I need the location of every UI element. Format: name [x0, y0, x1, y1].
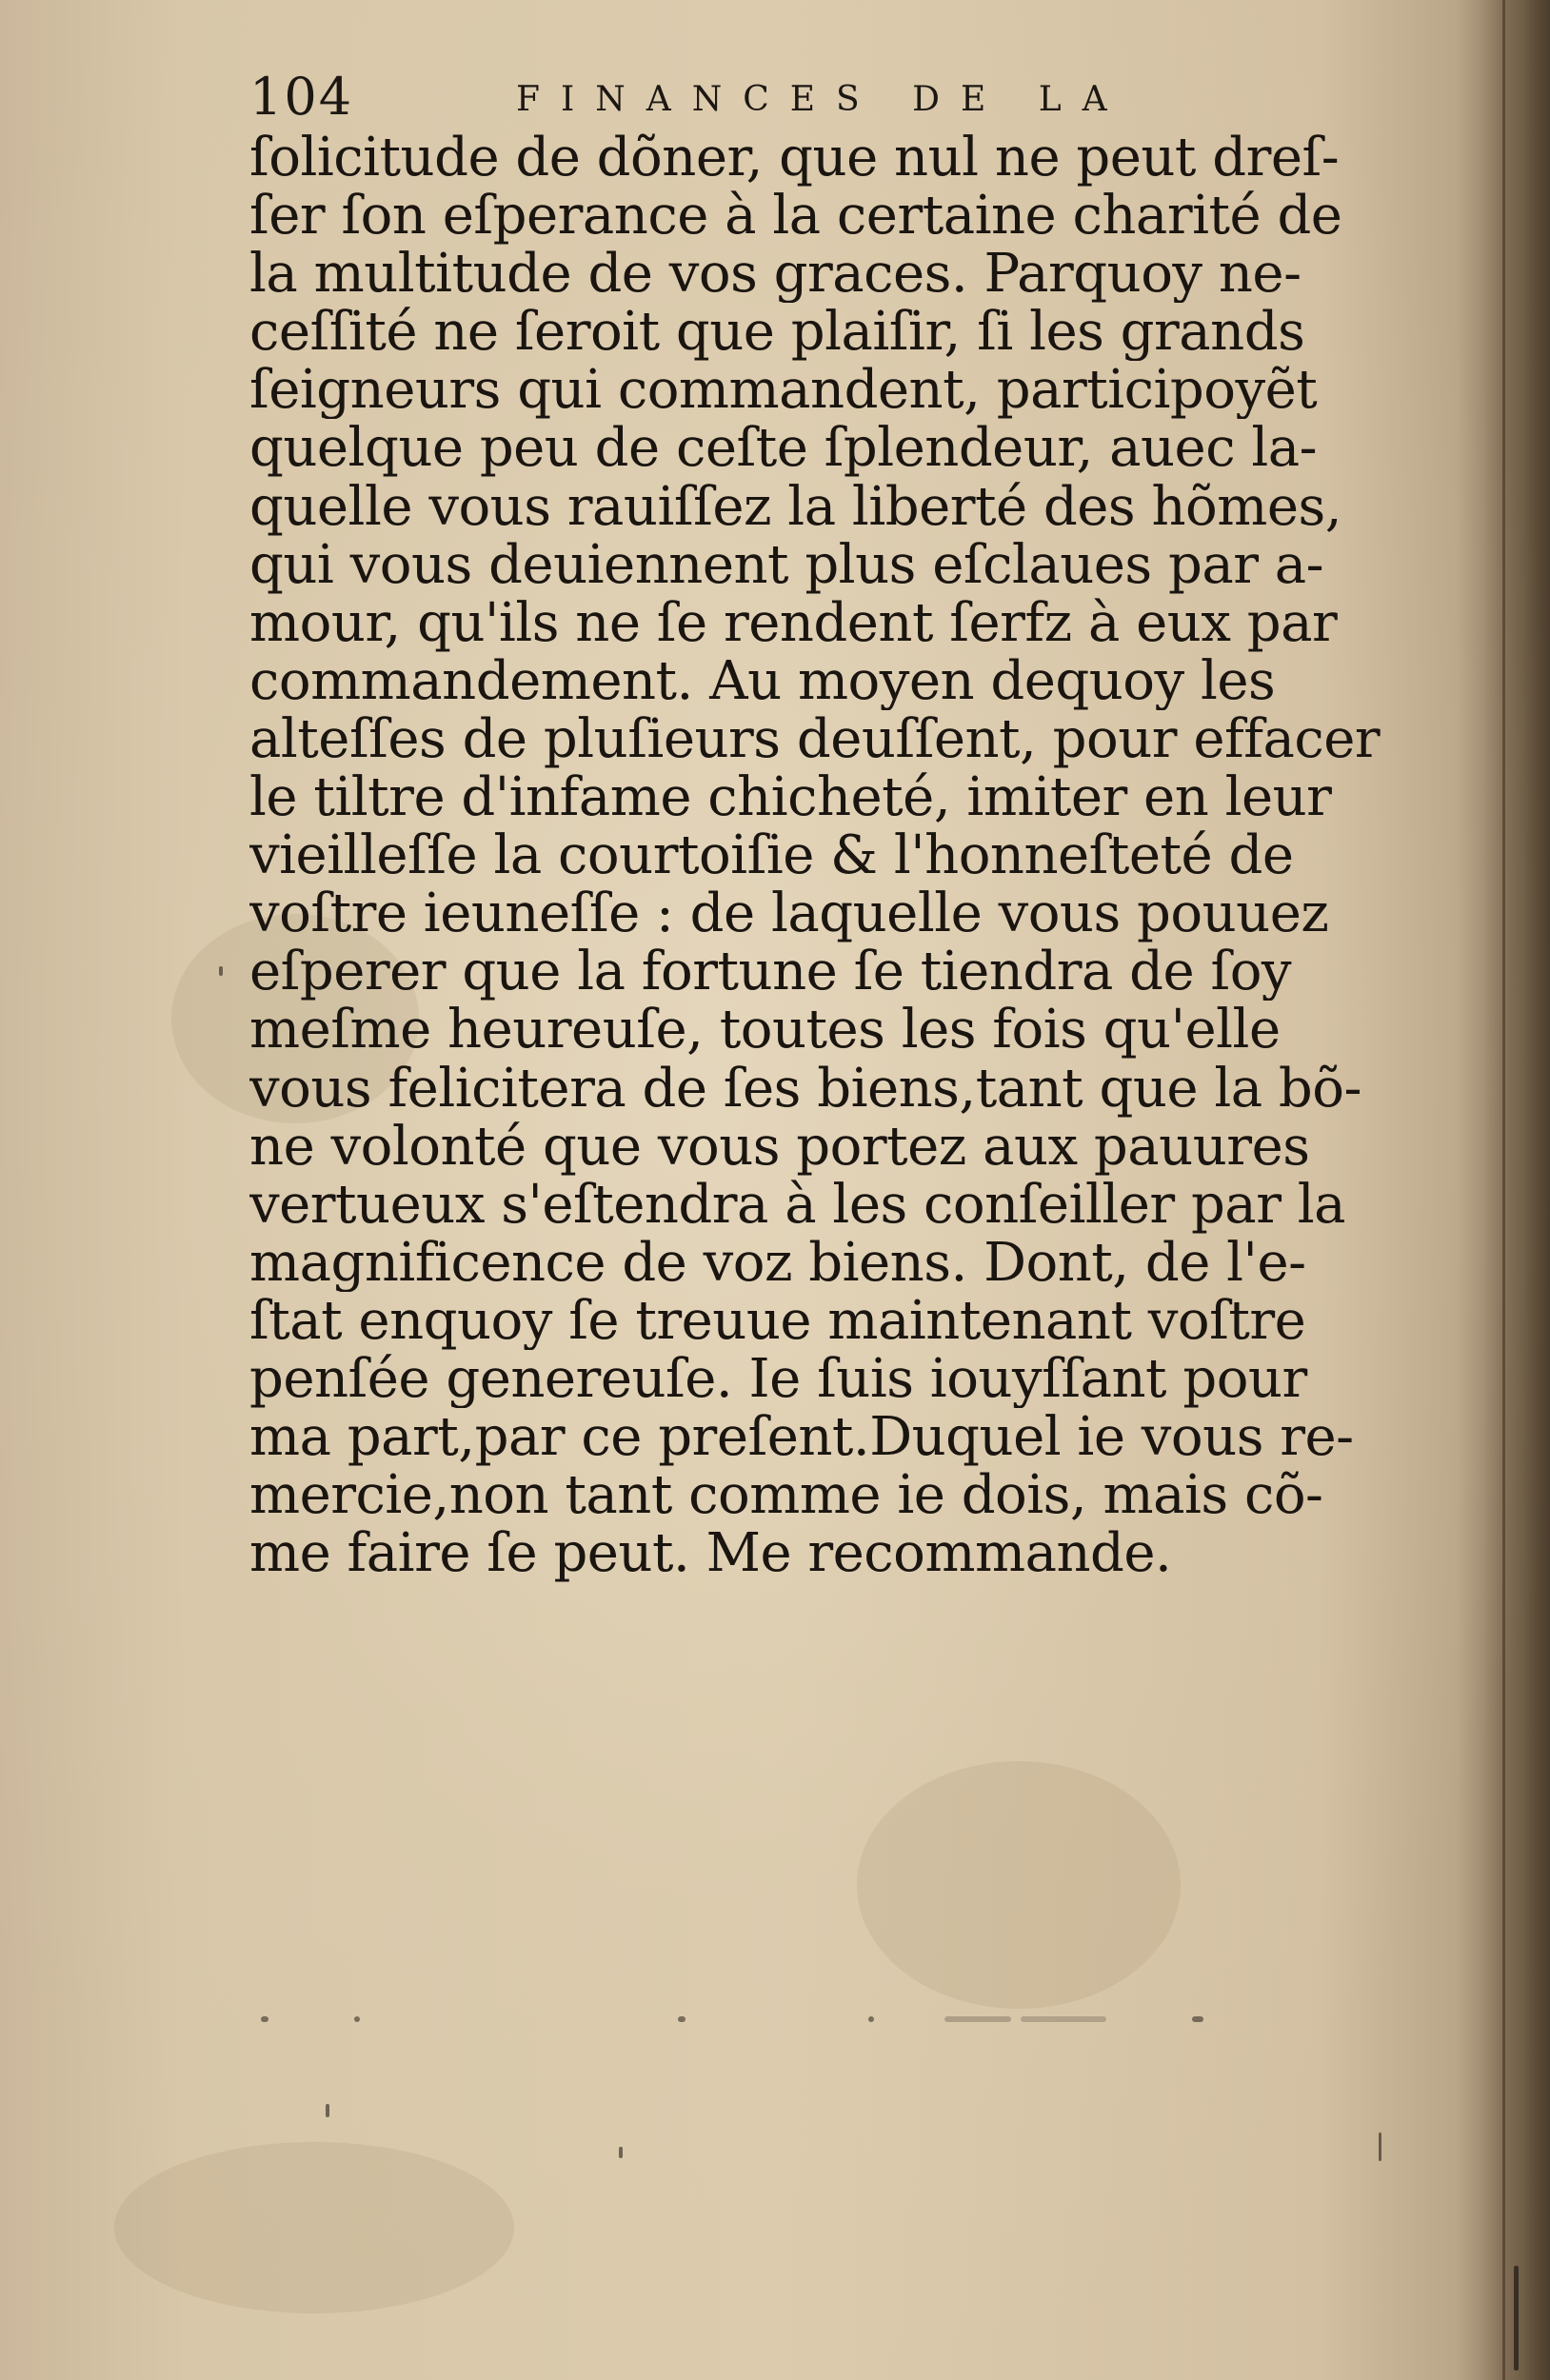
- ink-speck: [1379, 2132, 1381, 2161]
- page-edge-line: [1502, 0, 1505, 2380]
- text-line: vieilleſſe la courtoiſie & l'honneſteté de: [249, 826, 1294, 885]
- text-line: voſtre ieuneſſe : de laquelle vous pouuez: [249, 884, 1329, 943]
- text-line: vertueux s'eſtendra à les conſeiller par la: [249, 1175, 1346, 1234]
- ink-speck: [1514, 2266, 1519, 2370]
- text-line: ſtat enquoy ſe treuue maintenant voſtre: [249, 1291, 1306, 1350]
- text-line: ceſſité ne ſeroit que plaiſir, ſi les grands: [249, 303, 1305, 362]
- text-line: ſer ſon eſperance à la certaine charité de: [249, 187, 1342, 246]
- text-line: ma part,par ce preſent.Duquel ie vous re-: [249, 1408, 1354, 1467]
- text-line: meſme heureuſe, toutes les fois qu'elle: [249, 1001, 1281, 1060]
- text-line: me faire ſe peut. Me recommande.: [249, 1524, 1172, 1583]
- ink-speck: [326, 2104, 329, 2117]
- text-line: vous felicitera de ſes biens,tant que la bõ-: [249, 1059, 1361, 1118]
- text-line: quelque peu de ceſte ſplendeur, auec la-: [249, 419, 1318, 478]
- page-header: [249, 69, 1373, 126]
- text-line: ne volonté que vous portez aux pauures: [249, 1117, 1310, 1176]
- text-line: le tiltre d'infame chicheté, imiter en leur: [249, 768, 1332, 827]
- ink-mark: [868, 2016, 874, 2022]
- text-line: ſolicitude de dõner, que nul ne peut dreſ-: [249, 129, 1340, 188]
- paper-stain: [114, 2142, 514, 2313]
- ink-mark: [944, 2016, 1011, 2022]
- text-line: alteſſes de pluſieurs deuſſent, pour effacer: [249, 709, 1381, 769]
- ink-mark: [261, 2016, 268, 2022]
- ink-bleed-marks: [259, 2007, 1230, 2035]
- text-line: ſeigneurs qui commandent, participoyẽt: [249, 361, 1318, 420]
- body-text: [249, 129, 1392, 1582]
- text-line: commandement. Au moyen dequoy les: [249, 651, 1276, 710]
- ink-mark: [1021, 2016, 1106, 2022]
- text-line: penſée genereuſe. Ie ſuis iouyſſant pour: [249, 1349, 1307, 1409]
- ink-speck: [219, 966, 223, 976]
- gutter-shadow: [1483, 0, 1550, 2380]
- text-line: mercie,non tant comme ie dois, mais cõ-: [249, 1466, 1323, 1525]
- running-head: FINANCES DE LA: [516, 80, 1128, 119]
- ink-speck: [619, 2147, 623, 2158]
- text-line: quelle vous rauiſſez la liberté des hõmes,: [249, 477, 1342, 536]
- text-line: eſperer que la fortune ſe tiendra de ſoy: [249, 942, 1292, 1002]
- page-number: 104: [249, 67, 354, 127]
- text-line: mour, qu'ils ne ſe rendent ſerfz à eux par: [249, 593, 1338, 652]
- ink-mark: [354, 2016, 360, 2022]
- text-line: la multitude de vos graces. Parquoy ne-: [249, 245, 1302, 304]
- text-line: magnificence de voz biens. Dont, de l'e-: [249, 1233, 1306, 1292]
- ink-mark: [678, 2016, 686, 2022]
- text-line: qui vous deuiennent plus eſclaues par a-: [249, 535, 1324, 594]
- ink-mark: [1192, 2016, 1203, 2022]
- paper-stain: [857, 1761, 1181, 2009]
